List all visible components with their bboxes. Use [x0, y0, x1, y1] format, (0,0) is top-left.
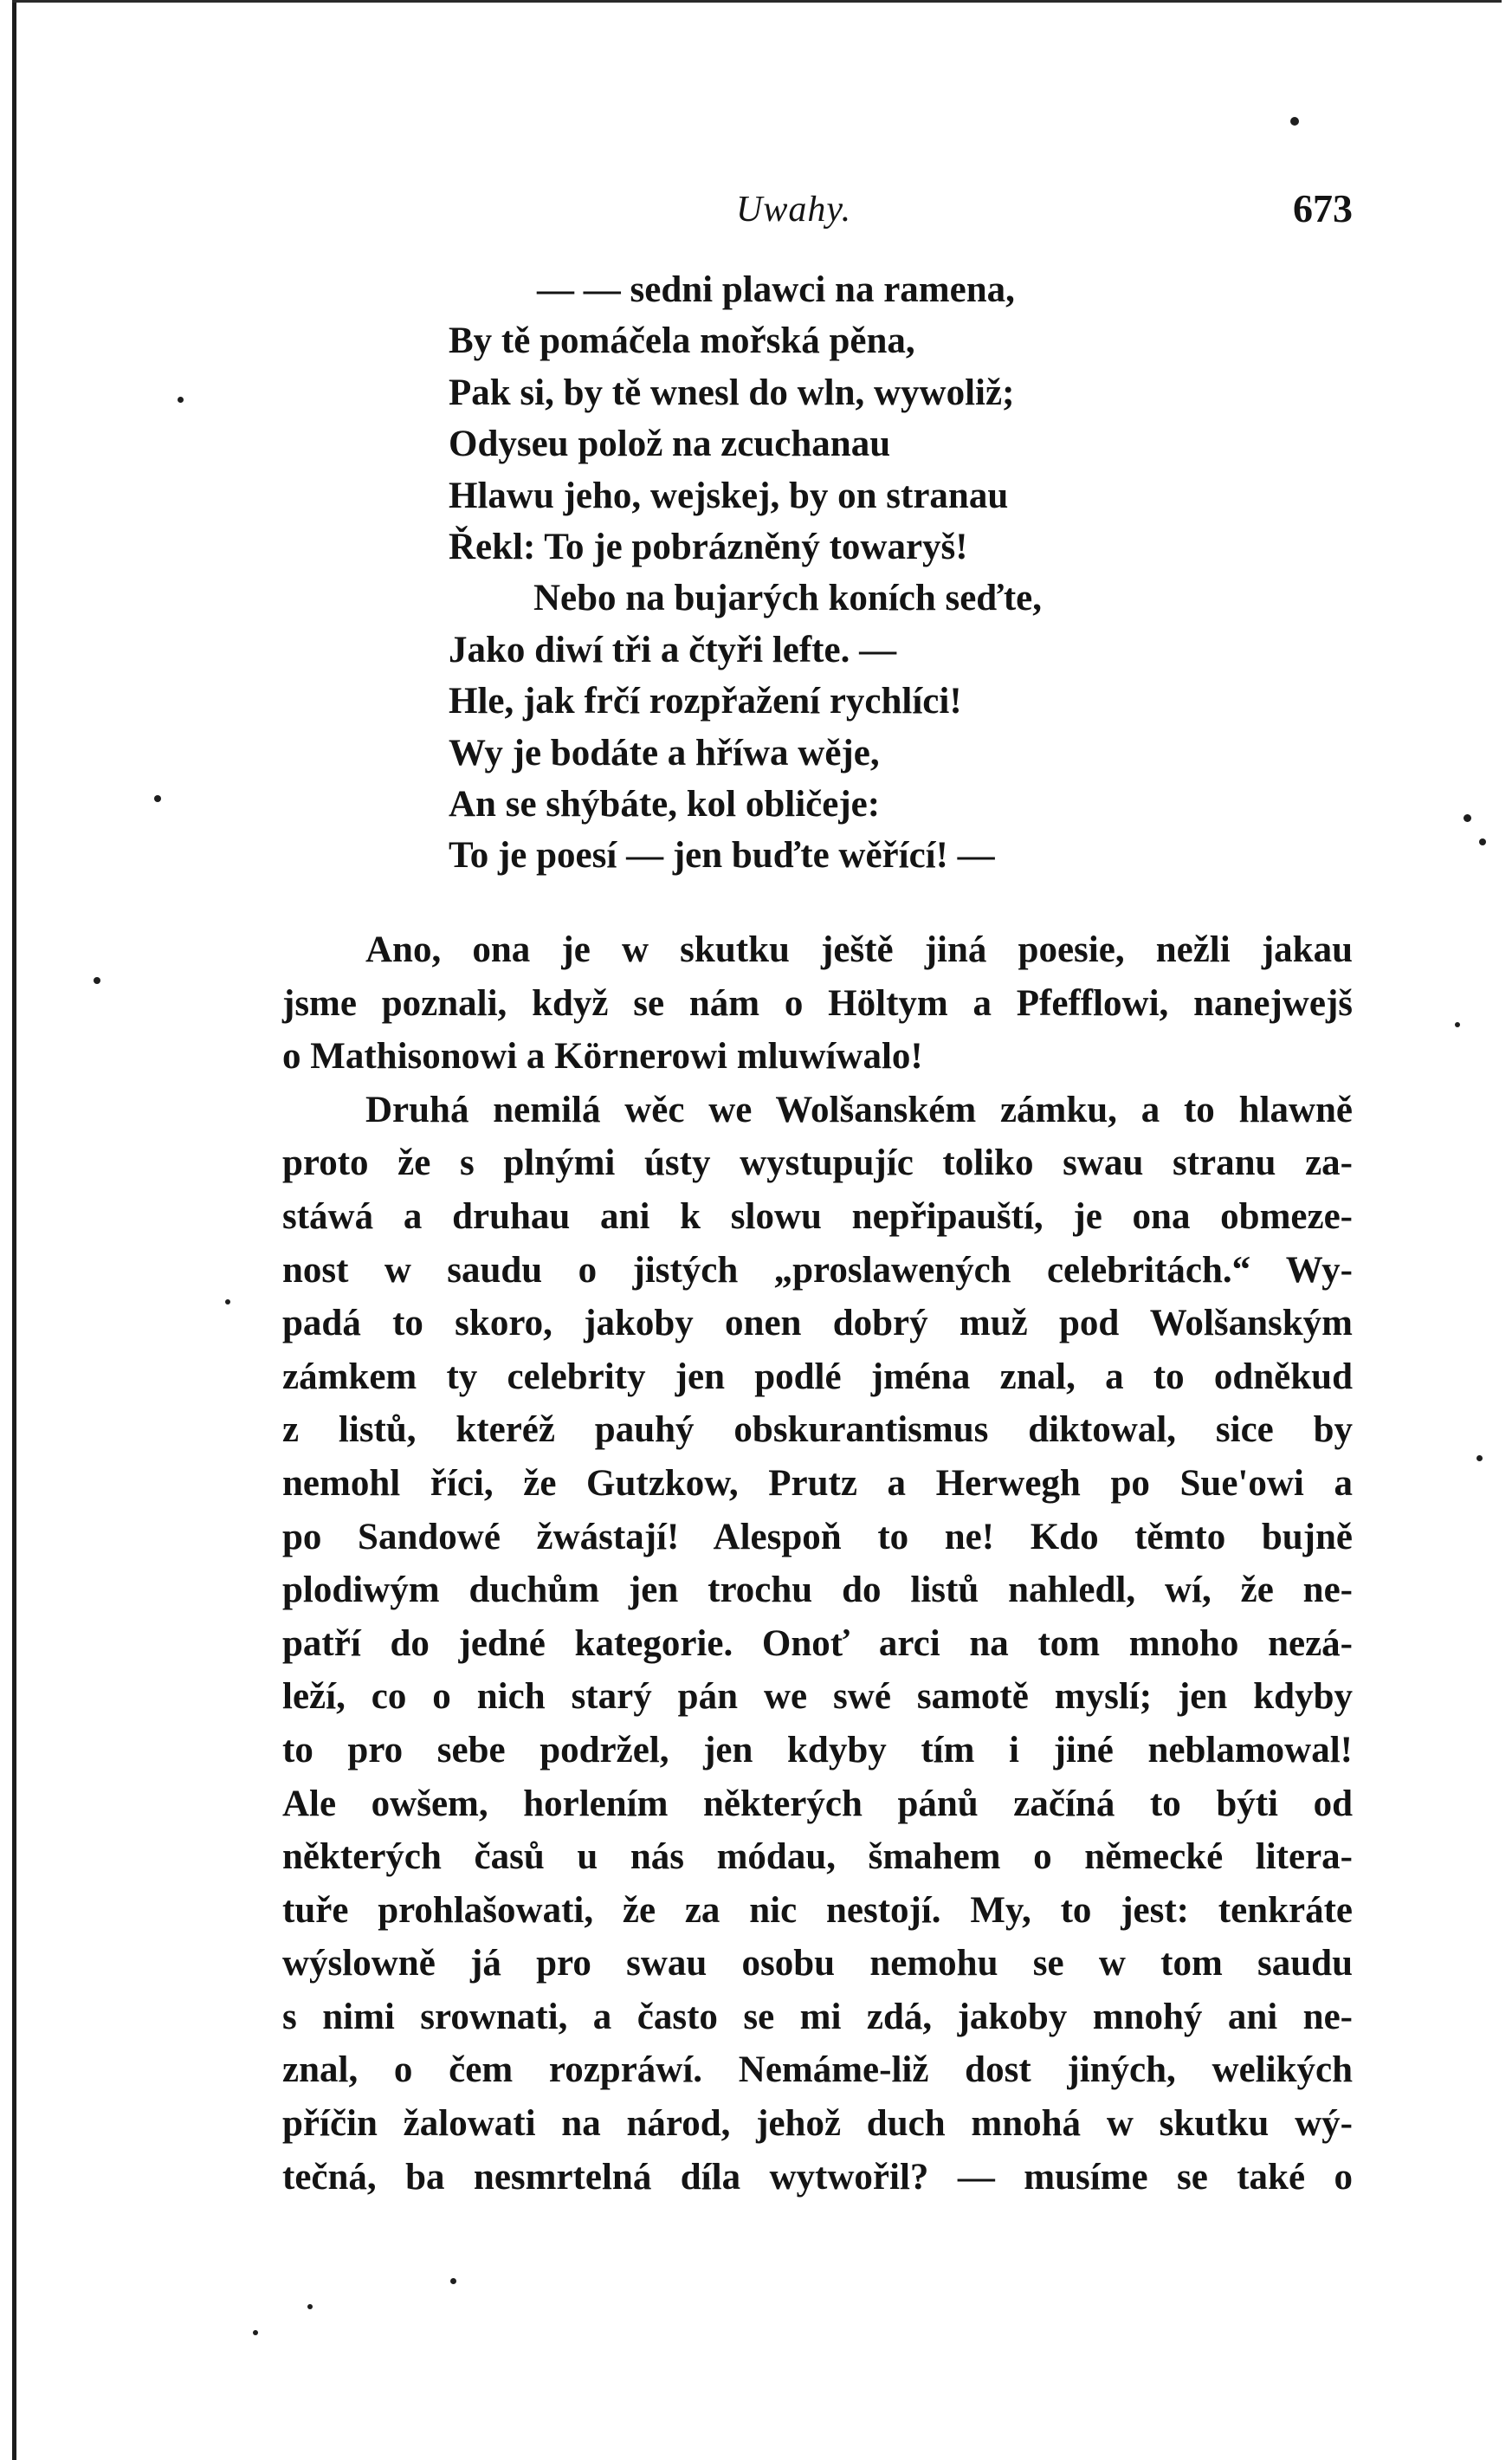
verse-line: Hle, jak frčí rozpřažení rychlíci!: [449, 681, 962, 722]
paragraph-druha: [282, 1084, 1353, 2204]
paragraph-line: Ano, ona je w skutku ještě jiná poesie, nežli jakau: [365, 929, 1353, 970]
scan-speck: [307, 2304, 313, 2309]
page-scan-left-edge: [12, 0, 16, 2460]
paragraph-line: plodiwým duchům jen trochu do listů nahledl, wí, že ne-: [282, 1570, 1353, 1611]
paragraph-line: zámkem ty celebrity jen podlé jména znal, a to odněkud: [282, 1356, 1353, 1397]
scan-speck: [1479, 838, 1486, 845]
prose-body: [282, 923, 1353, 2204]
paragraph-line: znal, o čem rozpráwí. Nemáme-liž dost jiných, welikých: [282, 2049, 1353, 2091]
scan-speck: [178, 397, 184, 403]
verse-line: Jako diwí tři a čtyři lefte. —: [449, 629, 897, 670]
paragraph-line: nost w saudu o jistých „proslawených celebritách.“ Wy-: [282, 1249, 1353, 1291]
paragraph-line: padá to skoro, jakoby onen dobrý muž pod Wolšanským: [282, 1303, 1353, 1344]
page-header: [286, 180, 1353, 241]
verse-line: By tě pomáčela mořská pěna,: [449, 320, 915, 362]
paragraph-line: příčin žalowati na národ, jehož duch mnohá w skutku wý-: [282, 2103, 1353, 2145]
paragraph-line: wýslowně já pro swau osobu nemohu se w tom saudu: [282, 1943, 1353, 1984]
scan-speck: [1290, 117, 1299, 126]
paragraph-line: tečná, ba nesmrtelná díla wytwořil? — musíme se také o: [282, 2156, 1353, 2198]
paragraph-line: stáwá a druhau ani k slowu nepřipauští, je ona obmeze-: [282, 1195, 1353, 1237]
paragraph-line: patří do jedné kategorie. Onoť arci na tom mnoho nezá-: [282, 1622, 1353, 1664]
verse-line: Nebo na bujarých koních seďte,: [533, 578, 1042, 619]
verse-block: [449, 264, 1375, 882]
running-title: Uwahy.: [736, 190, 852, 230]
verse-line: To je poesí — jen buďte wěřící! —: [449, 835, 995, 877]
scan-speck: [253, 2330, 258, 2335]
scan-speck: [225, 1299, 230, 1304]
scan-speck: [1476, 1455, 1483, 1461]
verse-line: Pak si, by tě wnesl do wln, wywoliž;: [449, 372, 1015, 413]
scan-speck: [1464, 814, 1471, 822]
page-scan-top-edge: [12, 0, 1502, 3]
paragraph-line: jsme poznali, když se nám o Höltym a Pfefflowi, nanejwejš: [282, 982, 1353, 1024]
scan-speck: [94, 977, 100, 984]
scan-speck: [450, 2278, 456, 2284]
paragraph-line: z listů, kteréž pauhý obskurantismus diktowal, sice by: [282, 1409, 1353, 1451]
page-number: 673: [1293, 186, 1353, 230]
scan-speck: [1455, 1022, 1460, 1027]
paragraph-line: Ale owšem, horlením některých pánů začíná to býti od: [282, 1783, 1353, 1824]
paragraph-line: to pro sebe podržel, jen kdyby tím i jiné neblamowal!: [282, 1729, 1353, 1771]
paragraph-line: leží, co o nich starý pán we swé samotě myslí; jen kdyby: [282, 1676, 1353, 1718]
scan-speck: [154, 795, 161, 802]
paragraph-line: nemohl říci, že Gutzkow, Prutz a Herwegh po Sue'owi a: [282, 1462, 1353, 1504]
paragraph-line: proto že s plnými ústy wystupujíc toliko swau stranu za-: [282, 1143, 1353, 1184]
verse-line: An se shýbáte, kol obličeje:: [449, 783, 881, 825]
paragraph-line: s nimi srownati, a často se mi zdá, jakoby mnohý ani ne-: [282, 1996, 1353, 2037]
paragraph-line: Druhá nemilá wěc we Wolšanském zámku, a to hlawně: [365, 1089, 1353, 1130]
verse-line: — — sedni plawci na ramena,: [537, 269, 1015, 310]
verse-line: Odyseu polož na zcuchanau: [449, 424, 891, 465]
verse-line: Wy je bodáte a hříwa wěje,: [449, 732, 880, 774]
verse-line: Řekl: To je pobrázněný towaryš!: [449, 526, 968, 567]
paragraph-line: o Mathisonowi a Körnerowi mluwíwalo!: [282, 1036, 923, 1078]
verse-line: Hlawu jeho, wejskej, by on stranau: [449, 475, 1009, 516]
paragraph-line: po Sandowé žwástají! Alespoň to ne! Kdo těmto bujně: [282, 1516, 1353, 1557]
paragraph-line: některých časů u nás módau, šmahem o německé litera-: [282, 1836, 1353, 1878]
paragraph-ano: [282, 923, 1353, 1084]
paragraph-line: tuře prohlašowati, že za nic nestojí. My, to jest: tenkráte: [282, 1889, 1353, 1931]
